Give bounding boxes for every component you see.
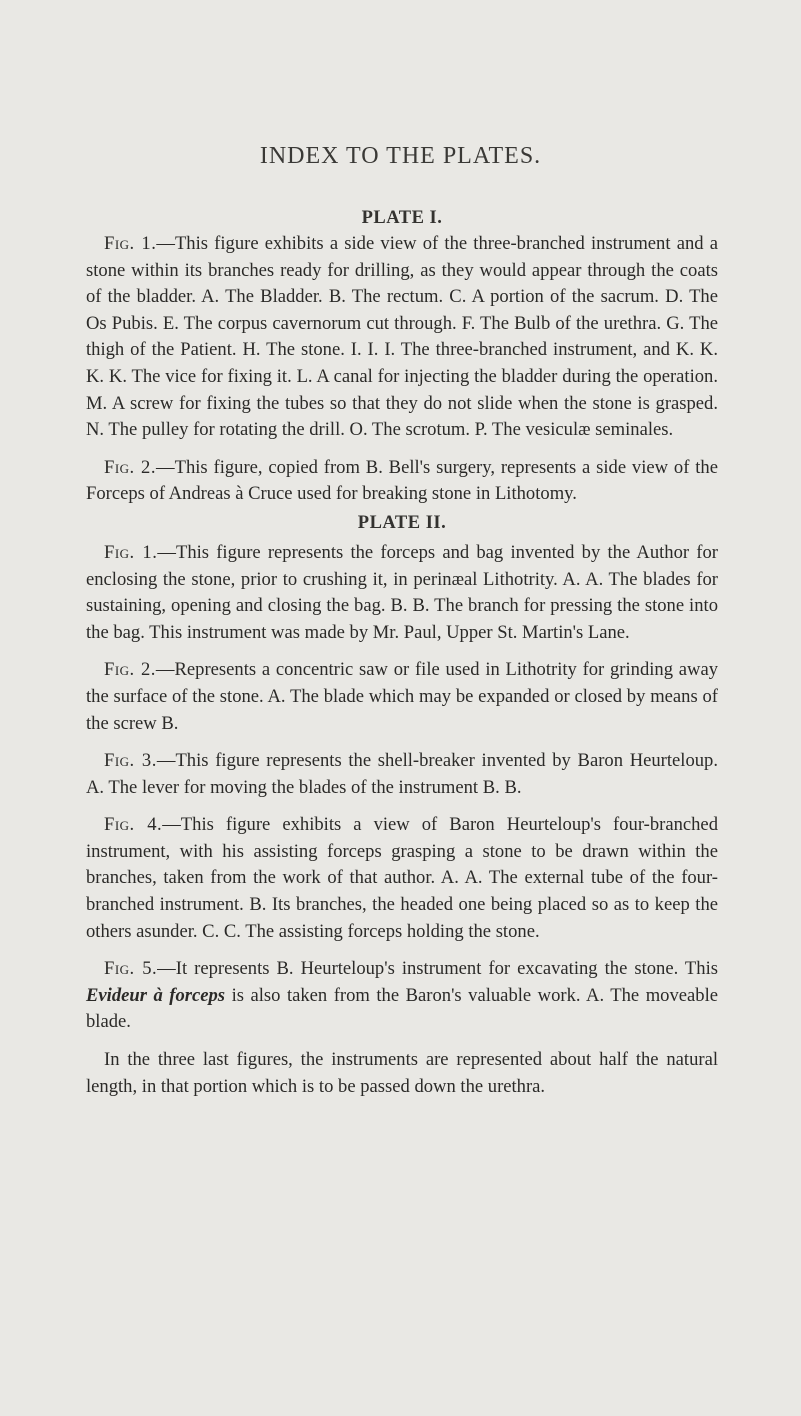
- figure-text: —This figure exhibits a side view of the three-branched instrument and a stone within its branches ready for drilling, as they would appear through the coats of the bladder. A. The Bladder. B. The rectum. C. A portion of the sacrum. D. The Os Pubis. E. The corpus cavernorum cut through. F. The Bulb of the urethra. G. The thigh of the Patient. H. The stone. I. I. I. The three-branched instrument, and K. K. K. K. The vice for fixing it. L. A canal for injecting the bladder during the operation. M. A screw for fixing the tubes so that they do not slide when the stone is grasped. N. The pulley for rotating the drill. O. The scrotum. P. The vesiculæ seminales.: [86, 233, 718, 441]
- figure-text: is also taken from the Baron's valuable work. A. The moveable blade.: [86, 984, 718, 1033]
- figure-description: [86, 748, 718, 801]
- figure-text: —This figure represents the forceps and bag invented by the Author for enclosing the stone, prior to crushing it, in perinæal Lithotrity. A. A. The blades for sustaining, opening and closing the bag. B. B. The branch for pressing the stone into the bag. This instrument was made by Mr. Paul, Upper St. Martin's Lane.: [86, 541, 718, 643]
- figure-text: —Represents a concentric saw or file used in Lithotrity for grinding away the surface of the stone. A. The blade which may be expanded or closed by means of the screw B.: [86, 659, 719, 734]
- document-body: [86, 208, 718, 1111]
- figure-text: —This figure exhibits a view of Baron Heurteloup's four-branched instrument, with his assisting forceps grasping a stone to be drawn within the branches, taken from the work of that author. A. A. The external tube of the four-branched instrument. B. Its branches, the headed one being placed so as to keep the others asunder. C. C. The assisting forceps holding the stone.: [86, 814, 718, 942]
- figure-description: [86, 455, 718, 508]
- figure-label: Fig. 1.: [104, 233, 157, 254]
- plate-heading: PLATE II.: [357, 512, 447, 533]
- figure-description: [86, 657, 718, 737]
- page-title: INDEX TO THE PLATES.: [259, 143, 542, 169]
- figure-label: Fig. 3.: [104, 750, 157, 772]
- figure-description: [86, 540, 718, 646]
- figure-text: —This figure, copied from B. Bell's surgery, represents a side view of the Forceps of Andreas à Cruce used for breaking stone in Lithotomy.: [86, 456, 718, 505]
- figure-text: —This figure represents the shell-breaker invented by Baron Heurteloup. A. The lever for moving the blades of the instrument B. B.: [86, 750, 718, 798]
- figure-text: —It represents B. Heurteloup's instrument for excavating the stone. This: [157, 958, 718, 980]
- figure-label: Fig. 2.: [104, 659, 156, 681]
- figure-label: Fig. 2.: [104, 456, 156, 478]
- closing-note: In the three last figures, the instruments are represented about half the natural length, in that portion which is to be passed down the urethra.: [86, 1049, 718, 1097]
- figure-label: Fig. 1.: [104, 541, 158, 563]
- figure-label: Fig. 4.: [104, 814, 163, 836]
- figure-label: Fig. 5.: [104, 958, 158, 980]
- italic-term: Evideur à forceps: [86, 984, 226, 1006]
- figure-description: [86, 231, 718, 444]
- figure-description: [86, 812, 718, 945]
- plate-heading: PLATE I.: [361, 208, 443, 228]
- figure-description: [86, 956, 718, 1036]
